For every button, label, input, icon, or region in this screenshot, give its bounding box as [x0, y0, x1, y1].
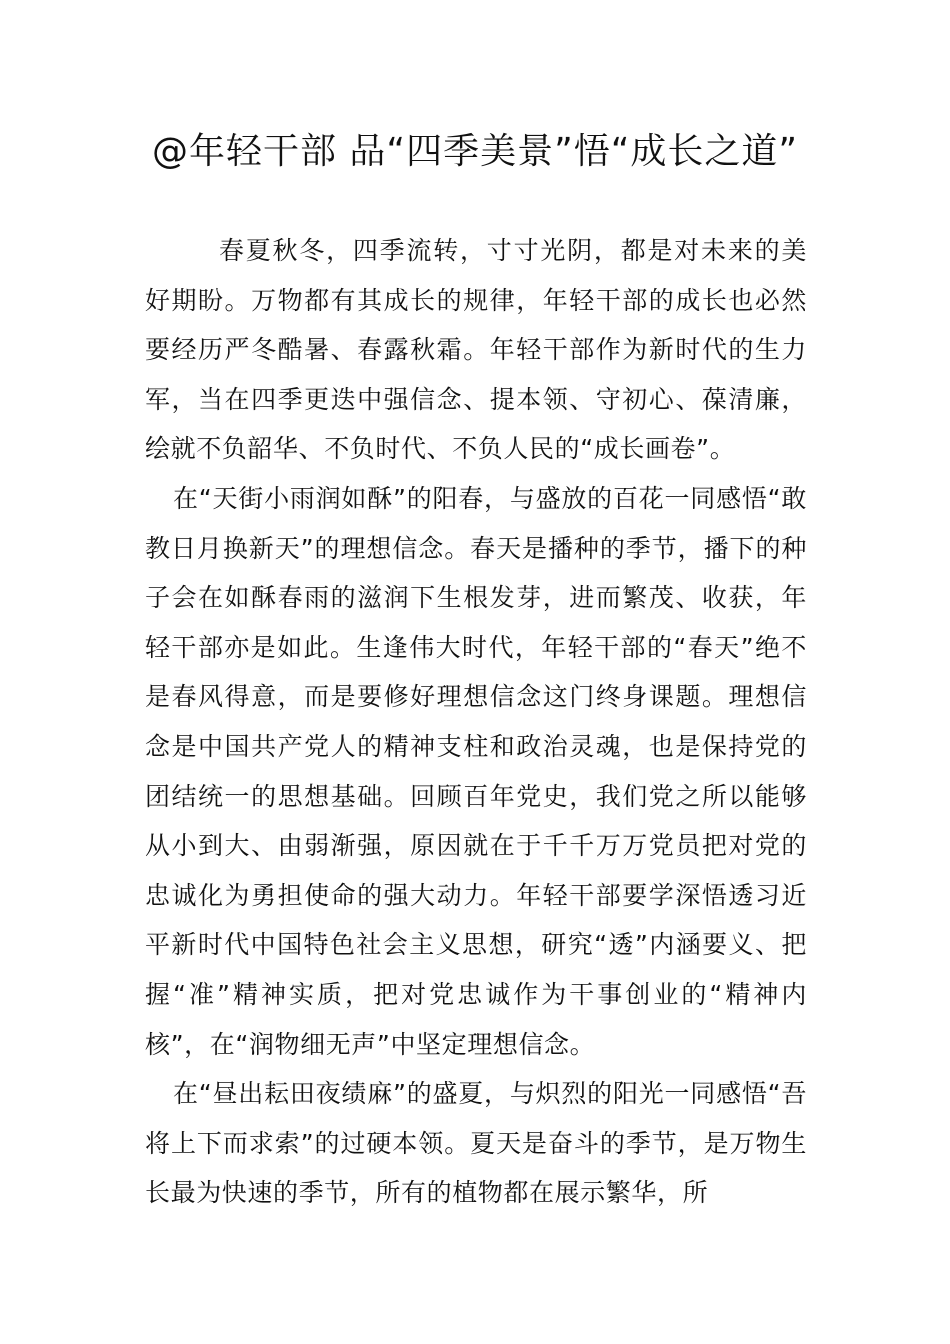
document-body — [145, 226, 807, 1218]
document-title: @年轻干部 品“四季美景”悟“成长之道” — [151, 131, 799, 172]
paragraph-summer: 在“昼出耘田夜绩麻”的盛夏，与炽烈的阳光一同感悟“吾将上下而求索”的过硬本领。夏天是奋斗的季节，是万物生长最为快速的季节，所有的植物都在展示繁华，所 — [145, 1079, 807, 1208]
paragraph-spring: 在“天街小雨润如酥”的阳春，与盛放的百花一同感悟“敢教日月换新天”的理想信念。春天是播种的季节，播下的种子会在如酥春雨的滋润下生根发芽，进而繁茂、收获，年轻干部亦是如此。生逢伟大时代，年轻干部的“春天”绝不是春风得意，而是要修好理想信念这门终身课题。理想信念是中国共产党人的精神支柱和政治灵魂，也是保持党的团结统一的思想基础。回顾百年党史，我们党之所以能够从小到大、由弱渐强，原因就在于千千万万党员把对党的忠诚化为勇担使命的强大动力。年轻干部要学深悟透习近平新时代中国特色社会主义思想，研究“透”内涵要义、把握“准”精神实质，把对党忠诚作为干事创业的“精神内核”，在“润物细无声”中坚定理想信念。 — [145, 483, 807, 1059]
paragraph-intro: 春夏秋冬，四季流转，寸寸光阴，都是对未来的美好期盼。万物都有其成长的规律，年轻干部的成长也必然要经历严冬酷暑、春露秋霜。年轻干部作为新时代的生力军，当在四季更迭中强信念、提本领、守初心、葆清廉，绘就不负韶华、不负时代、不负人民的“成长画卷”。 — [145, 236, 807, 464]
